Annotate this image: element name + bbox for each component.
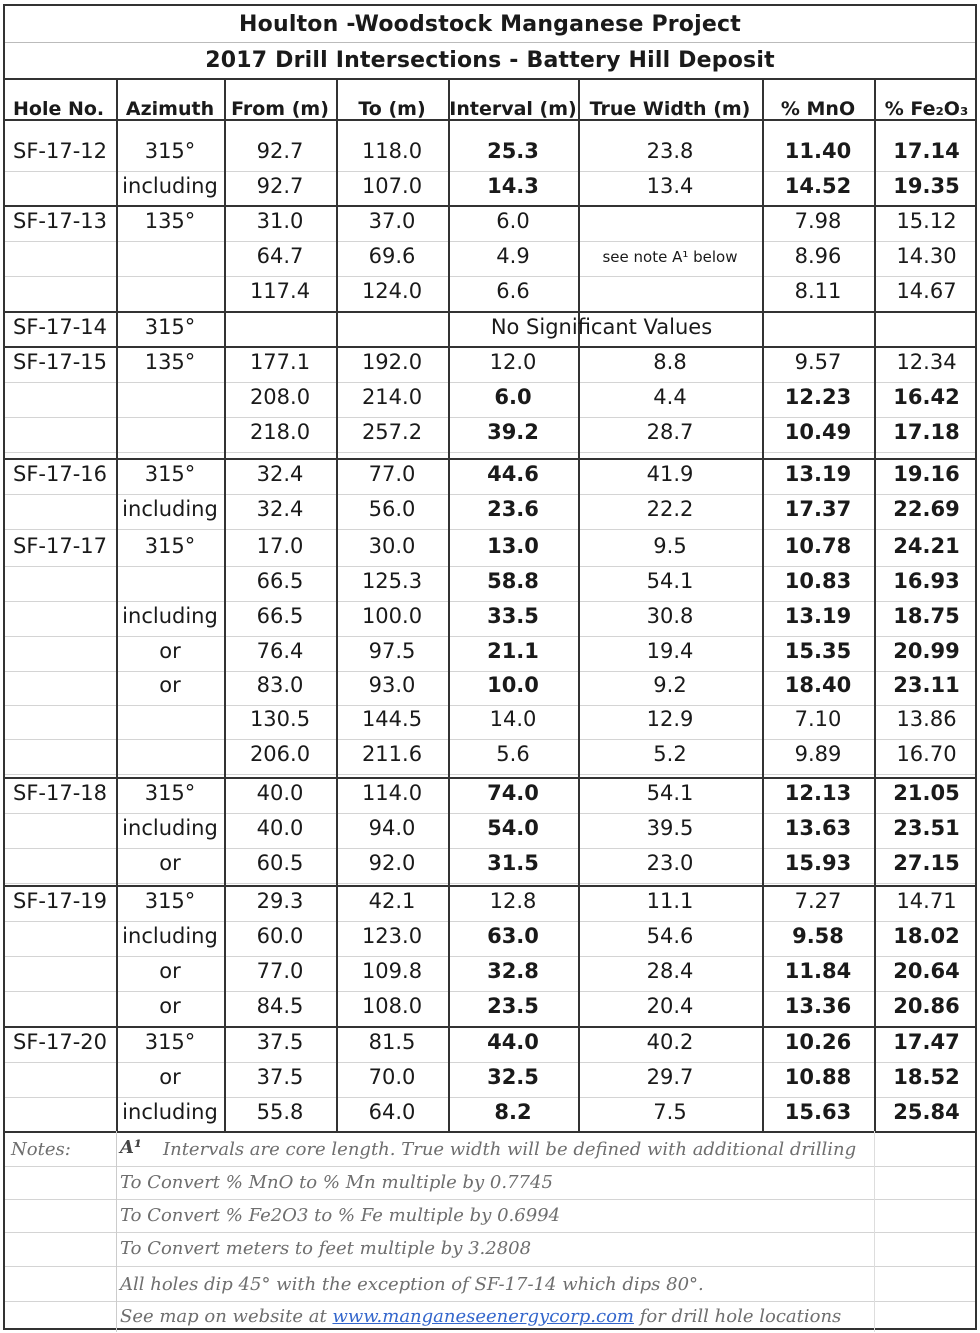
- table-cell-to: 107.0: [361, 174, 423, 198]
- table-cell-tw: 40.2: [646, 1030, 694, 1054]
- table-cell-tw: 29.7: [646, 1065, 694, 1089]
- note-a1-marker: A¹: [120, 1137, 142, 1158]
- note-mno-conversion: To Convert % MnO to % Mn multiple by 0.7745: [120, 1172, 553, 1193]
- table-cell-from: 117.4: [249, 279, 311, 303]
- table-cell-to: 42.1: [368, 889, 416, 913]
- row-divider: [5, 1131, 975, 1133]
- table-cell-to: 64.0: [368, 1100, 416, 1124]
- table-cell-interval: 32.5: [487, 1065, 539, 1089]
- header-to: To (m): [358, 98, 426, 120]
- table-cell-to: 214.0: [361, 385, 423, 409]
- row-divider: [5, 956, 975, 957]
- table-cell-mno: 11.40: [784, 139, 852, 163]
- table-cell-azimuth: or: [159, 851, 181, 875]
- table-cell-mno: 8.11: [794, 279, 842, 303]
- table-cell-azimuth: 315°: [144, 139, 196, 163]
- row-divider: [5, 494, 975, 495]
- table-cell-interval: 12.8: [489, 889, 537, 913]
- header-true-width: True Width (m): [589, 98, 751, 120]
- table-cell-tw: 41.9: [646, 462, 694, 486]
- table-cell-azimuth: including: [122, 1100, 218, 1124]
- website-link[interactable]: www.manganeseenergycorp.com: [332, 1306, 634, 1327]
- table-cell-mno: 11.84: [784, 959, 852, 983]
- row-divider: [5, 241, 975, 242]
- table-cell-mno: 13.63: [784, 816, 852, 840]
- table-cell-to: 192.0: [361, 350, 423, 374]
- table-cell-fe: 20.64: [893, 959, 960, 983]
- table-cell-to: 77.0: [368, 462, 416, 486]
- note-map-prefix: See map on website at: [120, 1306, 327, 1327]
- row-divider: [5, 311, 975, 313]
- table-cell-mno: 12.23: [784, 385, 852, 409]
- table-cell-interval: 14.0: [489, 707, 537, 731]
- table-cell-interval: 6.6: [496, 279, 530, 303]
- row-divider: [5, 774, 975, 775]
- table-cell-from: 130.5: [249, 707, 311, 731]
- table-cell-azimuth: or: [159, 959, 181, 983]
- table-cell-tw: 9.5: [653, 534, 687, 558]
- table-cell-tw: 13.4: [646, 174, 694, 198]
- table-cell-interval: 14.3: [487, 174, 539, 198]
- table-cell-to: 118.0: [361, 139, 423, 163]
- table-cell-tw: 54.6: [646, 924, 694, 948]
- table-cell-azimuth: or: [159, 639, 181, 663]
- table-cell-from: 66.5: [256, 604, 304, 628]
- table-cell-mno: 12.13: [784, 781, 852, 805]
- table-cell-from: 17.0: [256, 534, 304, 558]
- table-cell-from: 92.7: [256, 174, 304, 198]
- table-cell-tw: 54.1: [646, 569, 694, 593]
- table-cell-to: 109.8: [361, 959, 423, 983]
- row-divider: [5, 813, 975, 814]
- table-cell-interval: 54.0: [487, 816, 539, 840]
- table-cell-fe: 12.34: [896, 350, 957, 374]
- table-cell-mno: 7.98: [794, 209, 842, 233]
- table-cell-mno: 17.37: [784, 497, 852, 521]
- row-divider: [5, 1266, 975, 1267]
- table-cell-interval: 74.0: [487, 781, 539, 805]
- table-cell-azimuth: 135°: [144, 209, 196, 233]
- table-cell-fe: 16.70: [896, 742, 957, 766]
- row-divider: [5, 1232, 975, 1233]
- column-divider: [116, 1131, 117, 1332]
- table-cell-mno: 15.93: [784, 851, 852, 875]
- table-cell-from: 31.0: [256, 209, 304, 233]
- table-cell-interval: 6.0: [494, 385, 532, 409]
- table-cell-tw: 23.0: [646, 851, 694, 875]
- table-cell-azimuth: 315°: [144, 889, 196, 913]
- table-cell-hole: SF-17-13: [13, 209, 108, 233]
- table-cell-mno: 7.27: [794, 889, 842, 913]
- table-cell-fe: 25.84: [893, 1100, 960, 1124]
- drill-intersections-sheet: [3, 4, 977, 1330]
- table-cell-from: 77.0: [256, 959, 304, 983]
- table-cell-to: 93.0: [368, 673, 416, 697]
- table-cell-tw: 12.9: [646, 707, 694, 731]
- table-cell-fe: 16.42: [893, 385, 960, 409]
- table-cell-hole: SF-17-15: [13, 350, 108, 374]
- table-cell-hole: SF-17-14: [13, 315, 108, 339]
- table-cell-to: 124.0: [361, 279, 423, 303]
- row-divider: [5, 885, 975, 887]
- table-cell-from: 37.5: [256, 1065, 304, 1089]
- header-interval: Interval (m): [449, 98, 577, 120]
- table-cell-mno: 7.10: [794, 707, 842, 731]
- note-map: [120, 1306, 841, 1327]
- table-cell-to: 257.2: [361, 420, 423, 444]
- table-cell-interval: 5.6: [496, 742, 530, 766]
- column-divider: [874, 1131, 875, 1332]
- table-cell-fe: 22.69: [893, 497, 960, 521]
- note-a1-text: Intervals are core length. True width will be defined with additional drilling: [163, 1139, 857, 1160]
- table-cell-fe: 14.30: [896, 244, 957, 268]
- table-cell-from: 64.7: [256, 244, 304, 268]
- table-cell-to: 211.6: [361, 742, 423, 766]
- table-cell-from: 83.0: [256, 673, 304, 697]
- header-mno: % MnO: [780, 98, 856, 120]
- header-hole-no: Hole No.: [13, 98, 105, 120]
- table-cell-fe: 14.67: [896, 279, 957, 303]
- table-cell-tw: 54.1: [646, 781, 694, 805]
- row-divider: [5, 848, 975, 849]
- header-azimuth: Azimuth: [125, 98, 215, 120]
- table-cell-mno: 13.19: [784, 462, 852, 486]
- table-cell-to: 30.0: [368, 534, 416, 558]
- table-cell-interval: 21.1: [487, 639, 539, 663]
- table-cell-mno: 18.40: [784, 673, 852, 697]
- table-cell-interval: 39.2: [487, 420, 539, 444]
- row-divider: [5, 671, 975, 672]
- table-cell-azimuth: or: [159, 673, 181, 697]
- row-divider: [5, 417, 975, 418]
- row-divider: [5, 205, 975, 207]
- table-cell-fe: 19.16: [893, 462, 960, 486]
- table-cell-mno: 10.49: [784, 420, 852, 444]
- row-divider: [5, 1199, 975, 1200]
- table-cell-to: 94.0: [368, 816, 416, 840]
- row-divider: [5, 1166, 975, 1167]
- table-cell-hole: SF-17-18: [13, 781, 108, 805]
- table-cell-from: 32.4: [256, 462, 304, 486]
- row-divider: [5, 1026, 975, 1028]
- project-title: Houlton -Woodstock Manganese Project: [239, 12, 741, 37]
- table-cell-to: 125.3: [361, 569, 423, 593]
- table-cell-azimuth: or: [159, 1065, 181, 1089]
- row-divider: [5, 1301, 975, 1302]
- table-cell-fe: 18.75: [893, 604, 960, 628]
- row-divider: [5, 458, 975, 460]
- row-divider: [5, 78, 975, 80]
- table-cell-interval: 23.5: [487, 994, 539, 1018]
- table-cell-hole: SF-17-19: [13, 889, 108, 913]
- table-cell-tw: 9.2: [653, 673, 687, 697]
- table-cell-fe: 13.86: [896, 707, 957, 731]
- row-divider: [5, 529, 975, 530]
- table-cell-azimuth: including: [122, 816, 218, 840]
- row-divider: [5, 705, 975, 706]
- row-divider: [5, 1062, 975, 1063]
- table-cell-to: 144.5: [361, 707, 423, 731]
- table-cell-tw: 11.1: [646, 889, 694, 913]
- table-cell-interval: 25.3: [487, 139, 539, 163]
- table-cell-interval: 4.9: [496, 244, 530, 268]
- row-divider: [5, 42, 975, 43]
- row-divider: [5, 921, 975, 922]
- table-cell-from: 92.7: [256, 139, 304, 163]
- table-cell-mno: 15.35: [784, 639, 852, 663]
- table-cell-tw: 19.4: [646, 639, 694, 663]
- table-cell-from: 76.4: [256, 639, 304, 663]
- table-cell-tw: 20.4: [646, 994, 694, 1018]
- table-cell-mno: 10.78: [784, 534, 852, 558]
- table-cell-tw: see note A¹ below: [602, 248, 738, 266]
- table-cell-from: 177.1: [249, 350, 311, 374]
- table-cell-fe: 20.99: [893, 639, 960, 663]
- table-cell-azimuth: 315°: [144, 1030, 196, 1054]
- table-cell-fe: 15.12: [896, 209, 957, 233]
- table-cell-fe: 17.14: [893, 139, 960, 163]
- table-cell-to: 81.5: [368, 1030, 416, 1054]
- table-cell-interval: 12.0: [489, 350, 537, 374]
- row-divider: [5, 636, 975, 637]
- row-divider: [5, 1097, 975, 1098]
- table-cell-hole: SF-17-17: [13, 534, 108, 558]
- table-cell-to: 123.0: [361, 924, 423, 948]
- table-cell-interval: 13.0: [487, 534, 539, 558]
- table-cell-interval: 63.0: [487, 924, 539, 948]
- table-cell-tw: 23.8: [646, 139, 694, 163]
- table-cell-from: 218.0: [249, 420, 311, 444]
- table-cell-from: 60.5: [256, 851, 304, 875]
- row-divider: [5, 171, 975, 172]
- table-cell-hole: SF-17-20: [13, 1030, 108, 1054]
- table-cell-mno: 10.26: [784, 1030, 852, 1054]
- table-cell-interval: 8.2: [494, 1100, 532, 1124]
- table-cell-from: 66.5: [256, 569, 304, 593]
- table-cell-from: 206.0: [249, 742, 311, 766]
- table-cell-azimuth: including: [122, 604, 218, 628]
- row-divider: [5, 566, 975, 567]
- table-cell-azimuth: including: [122, 497, 218, 521]
- table-cell-interval: 6.0: [496, 209, 530, 233]
- table-cell-interval: 32.8: [487, 959, 539, 983]
- note-dip: All holes dip 45° with the exception of SF-17-14 which dips 80°.: [120, 1274, 704, 1295]
- table-cell-interval: 44.6: [487, 462, 539, 486]
- table-cell-azimuth: 315°: [144, 315, 196, 339]
- row-divider: [5, 601, 975, 602]
- table-cell-interval: 33.5: [487, 604, 539, 628]
- table-cell-to: 97.5: [368, 639, 416, 663]
- table-cell-azimuth: 315°: [144, 534, 196, 558]
- table-cell-to: 114.0: [361, 781, 423, 805]
- table-cell-from: 29.3: [256, 889, 304, 913]
- table-cell-azimuth: including: [122, 174, 218, 198]
- table-cell-from: 32.4: [256, 497, 304, 521]
- table-cell-fe: 23.11: [893, 673, 960, 697]
- table-cell-fe: 23.51: [893, 816, 960, 840]
- table-cell-from: 84.5: [256, 994, 304, 1018]
- table-cell-mno: 15.63: [784, 1100, 852, 1124]
- note-fe-conversion: To Convert % Fe2O3 to % Fe multiple by 0.6994: [120, 1205, 561, 1226]
- table-cell-fe: 27.15: [893, 851, 960, 875]
- table-cell-to: 108.0: [361, 994, 423, 1018]
- table-cell-mno: 10.88: [784, 1065, 852, 1089]
- table-cell-interval: 31.5: [487, 851, 539, 875]
- table-cell-mno: 13.19: [784, 604, 852, 628]
- table-cell-tw: 28.4: [646, 959, 694, 983]
- table-cell-azimuth: including: [122, 924, 218, 948]
- table-cell-fe: 21.05: [893, 781, 960, 805]
- table-cell-azimuth: 135°: [144, 350, 196, 374]
- table-cell-tw: 22.2: [646, 497, 694, 521]
- table-cell-from: 40.0: [256, 816, 304, 840]
- note-feet-conversion: To Convert meters to feet multiple by 3.2808: [120, 1238, 532, 1259]
- header-fe2o3: % Fe₂O₃: [884, 98, 969, 120]
- row-divider: [5, 991, 975, 992]
- row-divider: [5, 777, 975, 779]
- table-cell-hole: SF-17-12: [13, 139, 108, 163]
- notes-label: Notes:: [11, 1139, 71, 1160]
- table-cell-tw: 7.5: [653, 1100, 687, 1124]
- table-cell-from: 55.8: [256, 1100, 304, 1124]
- table-cell-from: 37.5: [256, 1030, 304, 1054]
- table-cell-fe: 24.21: [893, 534, 960, 558]
- table-cell-fe: 18.02: [893, 924, 960, 948]
- table-subtitle: 2017 Drill Intersections - Battery Hill Deposit: [205, 48, 775, 73]
- table-cell-fe: 17.18: [893, 420, 960, 444]
- table-cell-mno: 9.89: [794, 742, 842, 766]
- table-cell-to: 100.0: [361, 604, 423, 628]
- table-cell-fe: 20.86: [893, 994, 960, 1018]
- table-cell-mno: 9.58: [792, 924, 844, 948]
- no-significant-values-cell: No Significant Values: [490, 315, 713, 339]
- table-cell-tw: 28.7: [646, 420, 694, 444]
- table-cell-interval: 44.0: [487, 1030, 539, 1054]
- table-cell-from: 40.0: [256, 781, 304, 805]
- table-cell-to: 37.0: [368, 209, 416, 233]
- table-cell-azimuth: or: [159, 994, 181, 1018]
- table-cell-to: 92.0: [368, 851, 416, 875]
- table-cell-mno: 9.57: [794, 350, 842, 374]
- table-cell-interval: 10.0: [487, 673, 539, 697]
- table-cell-mno: 8.96: [794, 244, 842, 268]
- table-cell-interval: 23.6: [487, 497, 539, 521]
- table-cell-azimuth: 315°: [144, 781, 196, 805]
- table-cell-mno: 10.83: [784, 569, 852, 593]
- row-divider: [5, 739, 975, 740]
- table-cell-to: 69.6: [368, 244, 416, 268]
- note-map-suffix: for drill hole locations: [639, 1306, 842, 1327]
- row-divider: [5, 883, 975, 884]
- table-cell-fe: 14.71: [896, 889, 957, 913]
- table-cell-mno: 13.36: [784, 994, 852, 1018]
- table-cell-tw: 30.8: [646, 604, 694, 628]
- row-divider: [5, 382, 975, 383]
- table-cell-from: 60.0: [256, 924, 304, 948]
- row-divider: [5, 276, 975, 277]
- table-cell-fe: 17.47: [893, 1030, 960, 1054]
- table-cell-azimuth: 315°: [144, 462, 196, 486]
- table-cell-hole: SF-17-16: [13, 462, 108, 486]
- table-cell-tw: 39.5: [646, 816, 694, 840]
- table-cell-fe: 16.93: [893, 569, 960, 593]
- table-cell-tw: 5.2: [653, 742, 687, 766]
- table-cell-to: 56.0: [368, 497, 416, 521]
- table-cell-tw: 4.4: [653, 385, 687, 409]
- table-cell-from: 208.0: [249, 385, 311, 409]
- row-divider: [5, 346, 975, 348]
- table-cell-fe: 18.52: [893, 1065, 960, 1089]
- table-cell-tw: 8.8: [653, 350, 687, 374]
- table-cell-mno: 14.52: [784, 174, 852, 198]
- table-cell-to: 70.0: [368, 1065, 416, 1089]
- header-from: From (m): [231, 98, 329, 120]
- table-cell-fe: 19.35: [893, 174, 960, 198]
- table-cell-interval: 58.8: [487, 569, 539, 593]
- row-divider: [5, 452, 975, 453]
